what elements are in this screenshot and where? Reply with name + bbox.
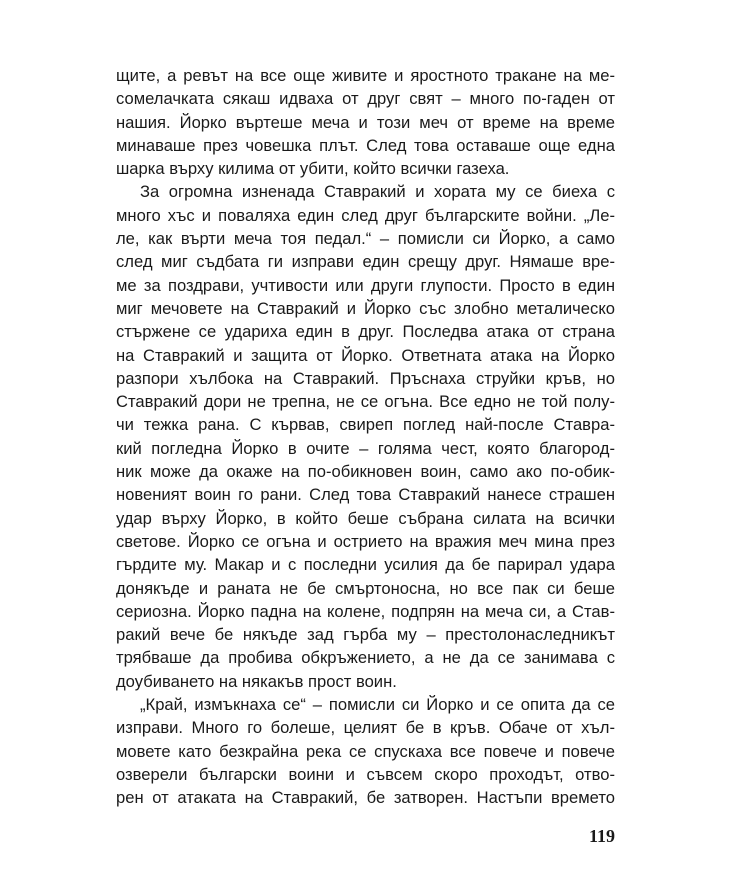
text-line: мовете като безкрайна река се спускаха все повече и повече [116,741,615,761]
text-line: удар върху Йорко, в който беше събрана силата на всички [116,508,615,528]
text-line: чи тежка рана. С кървав, свиреп поглед най-после Ставра- [116,415,615,435]
text-line: разпори хълбока на Ставракий. Пръснаха струйки кръв, но [116,368,615,388]
text-line: новеният воин го рани. След това Ставракий нанесе страшен [116,485,615,505]
text-line: светове. Йорко се огъна и острието на вражия меч мина през [116,531,615,551]
text-line: трябваше да пробива обкръжението, а не да се занимава с [116,648,615,668]
text-line: „Край, измъкнаха се“ – помисли си Йорко и се опита да се [140,695,615,715]
text-line: гърдите му. Макар и с последни усилия да бе парирал удара [116,555,615,575]
text-line: ракий вече бе някъде зад гърба му – престолонаследникът [116,625,615,645]
text-line: кий погледна Йорко в очите – голяма чест, която благород- [116,438,615,458]
text-line: сомелачката сякаш идваха от друг свят – много по-гаден от [116,89,615,109]
page-number: 119 [588,826,615,846]
text-line: ме за поздрави, учтивости или други глупости. Просто в един [116,275,615,295]
text-line: донякъде и раната не бе смъртоносна, но все пак си беше [116,578,615,598]
text-line: шарка върху килима от убити, който всички газеха. [116,159,510,179]
text-line: доубиването на някакъв прост воин. [116,671,397,691]
body-text [116,64,615,810]
text-line: сериозна. Йорко падна на колене, подпрян на меча си, а Став- [116,601,615,621]
text-line: на Ставракий и защита от Йорко. Ответната атака на Йорко [116,345,615,365]
text-line: минаваше през човешка плът. След това оставаше още една [116,135,615,155]
text-line: озверели български воини и съвсем скоро проходът, отво- [116,764,615,784]
text-line: За огромна изненада Ставракий и хората му се биеха с [140,182,615,202]
text-line: нашия. Йорко въртеше меча и този меч от време на време [116,112,615,132]
text-line: ник може да окаже на по-обикновен воин, само ако по-обик- [116,462,615,482]
text-line: стържене се удариха един в друг. Последва атака от страна [116,322,615,342]
text-line: миг мечовете на Ставракий и Йорко със злобно металическо [116,298,615,318]
text-line: изправи. Много го болеше, целият бе в кръв. Обаче от хъл- [116,718,615,738]
text-line: много хъс и поваляха един след друг българските войни. „Ле- [116,205,615,225]
text-line: щите, а ревът на все още живите и яростното тракане на ме- [116,66,615,85]
text-line: след миг съдбата ги изправи един срещу друг. Нямаше вре- [116,252,615,272]
text-line: рен от атаката на Ставракий, бе затворен. Настъпи времето [116,788,615,808]
text-line: ле, как върти меча тоя педал.“ – помисли си Йорко, а само [116,229,615,249]
text-line: Ставракий дори не трепна, не се огъна. Все едно не той полу- [116,392,615,412]
